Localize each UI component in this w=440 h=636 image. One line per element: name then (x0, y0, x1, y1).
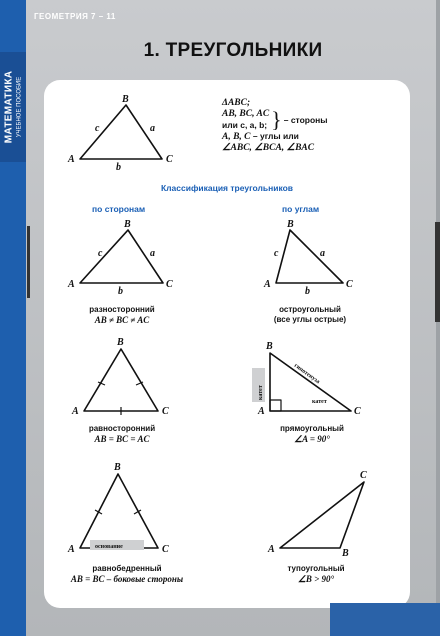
triangle-isosceles (80, 474, 158, 548)
hypotenuse-label: гипотенуза (292, 362, 321, 386)
classification-heading: Классификация треугольников (160, 183, 294, 193)
caption-equilateral (62, 424, 182, 444)
side-label: a (320, 248, 325, 259)
triangle-right (270, 353, 351, 411)
vertex-label: B (122, 94, 129, 105)
isosceles-formula: AB = BC – боковые стороны (70, 574, 184, 584)
leg-label-vertical: катет (258, 385, 264, 400)
right-name: прямоугольный (280, 424, 344, 433)
vertex-label: A (68, 544, 75, 555)
caption-scalene (62, 305, 182, 325)
acute-name: остроугольный (279, 305, 341, 314)
subject-subtitle: УЧЕБНОЕ ПОСОБИЕ (16, 76, 23, 138)
triangle-obtuse (280, 482, 364, 548)
vertex-label: B (117, 337, 124, 348)
notation-angles-line2: ∠ABC, ∠BCA, ∠BAC (222, 143, 315, 153)
base-label: основание (95, 544, 123, 550)
side-label: a (150, 123, 155, 134)
right-formula: ∠A = 90° (294, 434, 330, 444)
side-label: c (274, 248, 279, 259)
vertex-label: B (124, 219, 131, 230)
scalene-formula: AB ≠ BC ≠ AC (94, 315, 150, 325)
vertex-label: B (342, 548, 349, 559)
vertex-label: A (68, 279, 75, 290)
vertex-label: B (287, 219, 294, 230)
caption-right (252, 424, 372, 444)
side-label: b (305, 286, 310, 297)
poster-header: ГЕОМЕТРИЯ 7 – 11 (34, 12, 116, 21)
obtuse-name: тупоугольный (287, 564, 345, 573)
vertex-label: A (258, 406, 265, 417)
caption-obtuse (256, 564, 376, 584)
vertex-label: C (360, 470, 367, 481)
triangle-equilateral (84, 349, 158, 411)
brace-icon: } (271, 107, 282, 132)
vertex-label: C (162, 544, 169, 555)
notation-sides-label: – стороны (283, 114, 328, 125)
notation-angles-label: – углы или (252, 131, 299, 141)
scalene-name: разносторонний (89, 305, 155, 314)
vertex-label: C (166, 279, 173, 290)
vertex-label: A (72, 406, 79, 417)
isosceles-name: равнобедренный (92, 564, 162, 573)
leg-label: катет (312, 399, 327, 405)
page-title: 1. ТРЕУГОЛЬНИКИ (143, 40, 323, 61)
notation-sides-line2: или c, a, b; (222, 120, 268, 130)
notation-sides-line1: AB, BC, AC (222, 109, 270, 119)
right-angle-mark (270, 400, 281, 411)
obtuse-formula: ∠B > 90° (297, 574, 335, 584)
equilateral-name: равносторонний (88, 424, 156, 433)
side-label: c (95, 123, 100, 134)
notation-angles-line1: A, B, C (222, 132, 251, 142)
vertex-label: A (264, 279, 271, 290)
vertex-label: C (166, 154, 173, 165)
side-label: a (150, 248, 155, 259)
vertex-label: C (162, 406, 169, 417)
column-by-angles: по углам (282, 204, 320, 214)
side-label: b (116, 162, 121, 173)
notation-triangle: ΔABC; (222, 98, 251, 108)
vertex-label: C (346, 279, 353, 290)
vertex-label: C (354, 406, 361, 417)
vertex-label: A (268, 544, 275, 555)
triangle-acute (276, 230, 343, 283)
subject-label: МАТЕМАТИКА (3, 70, 15, 144)
caption-isosceles (52, 564, 202, 584)
acute-note: (все углы острые) (273, 315, 347, 324)
caption-acute (250, 305, 370, 325)
vertex-label: B (114, 462, 121, 473)
side-label: b (118, 286, 123, 297)
side-label: c (98, 248, 103, 259)
equilateral-formula: AB = BC = AC (94, 434, 150, 444)
vertex-label: B (266, 341, 273, 352)
column-by-sides: по сторонам (92, 204, 146, 214)
vertex-label: A (68, 154, 75, 165)
